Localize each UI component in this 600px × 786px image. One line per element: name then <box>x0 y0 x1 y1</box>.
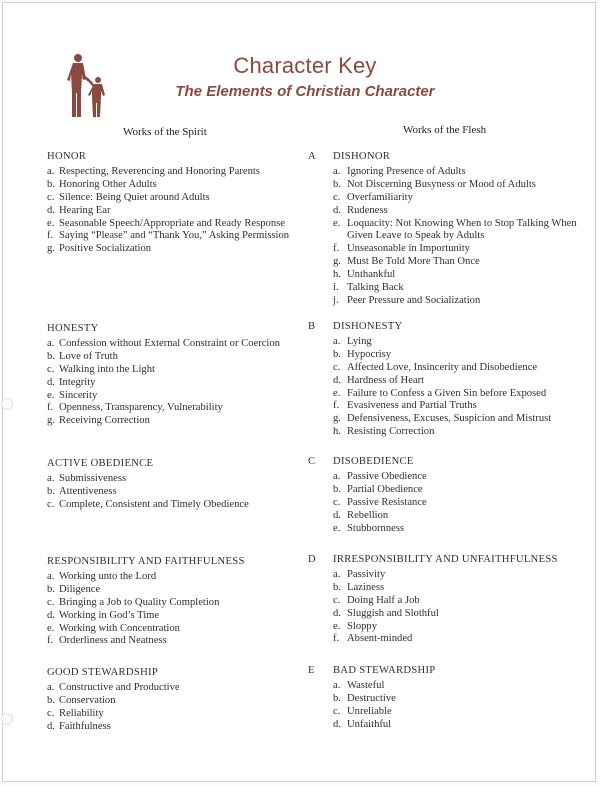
section-heading: GOOD STEWARDSHIP <box>47 667 159 678</box>
section-letter: C <box>308 456 316 467</box>
item-letter: b. <box>47 178 55 190</box>
list-item <box>47 597 305 610</box>
list-item <box>333 349 583 362</box>
item-text: Positive Socialization <box>59 243 152 255</box>
list-item <box>333 706 583 719</box>
item-letter: b. <box>47 350 55 362</box>
item-text: Peer Pressure and Socialization <box>347 294 481 306</box>
item-letter: c. <box>47 498 55 510</box>
list-item <box>333 218 583 244</box>
trait-list <box>47 571 305 648</box>
section-heading: DISHONOR <box>333 151 391 162</box>
item-text: Faithfulness <box>59 720 111 732</box>
flesh-section <box>333 554 583 646</box>
list-item <box>333 693 583 706</box>
list-item <box>333 510 583 523</box>
item-letter: a. <box>333 335 341 347</box>
list-item <box>333 362 583 375</box>
list-item <box>333 166 583 179</box>
list-item <box>333 621 583 634</box>
item-text: Passive Resistance <box>347 496 427 508</box>
item-text: Hypocrisy <box>347 348 392 360</box>
list-item <box>47 243 305 256</box>
item-text: Partial Obedience <box>347 483 423 495</box>
item-letter: e. <box>333 387 341 399</box>
item-letter: g. <box>333 256 341 268</box>
item-text: Wasteful <box>347 679 385 691</box>
item-text: Rudeness <box>347 204 388 216</box>
item-letter: f. <box>333 400 340 412</box>
item-text: Love of Truth <box>59 350 118 362</box>
item-letter: d. <box>333 718 341 730</box>
item-letter: f. <box>47 402 54 414</box>
item-letter: e. <box>47 389 55 401</box>
section-heading: RESPONSIBILITY AND FAITHFULNESS <box>47 556 245 567</box>
item-text: Resisting Correction <box>347 426 435 438</box>
item-text: Hardness of Heart <box>347 374 425 386</box>
item-text: Openness, Transparency, Vulnerability <box>59 402 223 414</box>
item-letter: c. <box>47 596 55 608</box>
item-letter: a. <box>47 681 55 693</box>
item-letter: d. <box>333 204 341 216</box>
item-text: Rebellion <box>347 509 389 521</box>
item-letter: c. <box>333 496 341 508</box>
list-item <box>333 523 583 536</box>
item-text: Passive Obedience <box>347 470 427 482</box>
item-text: Honoring Other Adults <box>59 178 157 190</box>
list-item <box>333 719 583 732</box>
item-letter: c. <box>333 705 341 717</box>
list-item <box>47 192 305 205</box>
list-item <box>47 473 305 486</box>
item-letter: a. <box>47 570 55 582</box>
item-letter: f. <box>47 635 54 647</box>
item-text: Silence: Being Quiet around Adults <box>59 191 210 203</box>
item-letter: c. <box>47 191 55 203</box>
list-item <box>47 610 305 623</box>
item-text: Loquacity: Not Knowing When to Stop Talking When Given Leave to Speak by Adults <box>347 217 577 242</box>
binder-hole <box>1 713 13 725</box>
item-letter: a. <box>333 568 341 580</box>
document-page <box>2 2 596 782</box>
list-item <box>333 269 583 282</box>
item-letter: d. <box>47 720 55 732</box>
item-text: Confession without External Constraint or Coercion <box>59 337 280 349</box>
section-heading: IRRESPONSIBILITY AND UNFAITHFULNESS <box>333 554 558 565</box>
item-text: Working in God’s Time <box>59 609 160 621</box>
list-item <box>47 623 305 636</box>
list-item <box>47 390 305 403</box>
item-text: Conservation <box>59 694 116 706</box>
item-letter: b. <box>333 692 341 704</box>
binder-hole <box>1 398 13 410</box>
item-letter: g. <box>47 243 55 255</box>
flesh-section <box>333 321 583 439</box>
item-text: Bringing a Job to Quality Completion <box>59 596 220 608</box>
list-item <box>47 364 305 377</box>
list-item <box>47 635 305 648</box>
item-letter: f. <box>47 230 54 242</box>
item-letter: g. <box>47 415 55 427</box>
item-text: Must Be Told More Than Once <box>347 256 480 268</box>
item-letter: e. <box>333 620 341 632</box>
section-heading: ACTIVE OBEDIENCE <box>47 458 154 469</box>
trait-list <box>333 166 583 308</box>
item-text: Evasiveness and Partial Truths <box>347 400 477 412</box>
item-letter: d. <box>333 509 341 521</box>
list-item <box>333 282 583 295</box>
spirit-section <box>47 667 305 734</box>
item-text: Overfamiliarity <box>347 191 413 203</box>
list-item <box>333 205 583 218</box>
item-letter: a. <box>47 165 55 177</box>
list-item <box>333 413 583 426</box>
item-text: Orderliness and Neatness <box>59 635 167 647</box>
item-text: Sluggish and Slothful <box>347 607 439 619</box>
section-letter: D <box>308 554 316 565</box>
list-item <box>333 400 583 413</box>
item-text: Receiving Correction <box>59 415 150 427</box>
item-letter: e. <box>333 522 341 534</box>
flesh-section <box>333 456 583 535</box>
item-letter: g. <box>333 413 341 425</box>
list-item <box>47 205 305 218</box>
item-letter: h. <box>333 426 341 438</box>
item-text: Constructive and Productive <box>59 681 180 693</box>
item-text: Unthankful <box>347 269 396 281</box>
column-heading-flesh: Works of the Flesh <box>403 124 487 136</box>
item-letter: d. <box>333 374 341 386</box>
list-item <box>333 595 583 608</box>
item-letter: d. <box>47 376 55 388</box>
item-text: Destructive <box>347 692 396 704</box>
trait-list <box>47 473 305 512</box>
list-item <box>47 402 305 415</box>
item-letter: d. <box>47 204 55 216</box>
list-item <box>333 471 583 484</box>
list-item <box>333 295 583 308</box>
trait-list <box>333 680 583 732</box>
item-letter: b. <box>47 485 55 497</box>
item-letter: j. <box>333 294 339 306</box>
item-text: Talking Back <box>347 282 404 294</box>
list-item <box>333 484 583 497</box>
list-item <box>333 388 583 401</box>
item-letter: d. <box>333 607 341 619</box>
item-letter: c. <box>333 191 341 203</box>
spirit-section <box>47 458 305 512</box>
section-heading: HONOR <box>47 151 87 162</box>
list-item <box>47 571 305 584</box>
item-text: Lying <box>347 335 372 347</box>
list-item <box>333 608 583 621</box>
list-item <box>47 338 305 351</box>
list-item <box>47 721 305 734</box>
spirit-section <box>47 323 305 428</box>
item-letter: b. <box>47 583 55 595</box>
item-letter: b. <box>333 581 341 593</box>
item-letter: e. <box>47 217 55 229</box>
item-letter: c. <box>47 707 55 719</box>
page-subtitle: The Elements of Christian Character <box>175 83 435 100</box>
flesh-section <box>333 151 583 308</box>
section-heading: DISHONESTY <box>333 321 403 332</box>
item-letter: f. <box>333 243 340 255</box>
item-text: Sincerity <box>59 389 98 401</box>
trait-list <box>47 682 305 734</box>
item-text: Failure to Confess a Given Sin before Exposed <box>347 387 547 399</box>
item-text: Diligence <box>59 583 101 595</box>
list-item <box>333 243 583 256</box>
list-item <box>47 695 305 708</box>
section-letter: B <box>308 321 316 332</box>
item-letter: b. <box>333 483 341 495</box>
item-letter: b. <box>333 348 341 360</box>
item-letter: a. <box>333 679 341 691</box>
trait-list <box>333 336 583 439</box>
section-letter: A <box>308 151 316 162</box>
spirit-section <box>47 151 305 256</box>
item-text: Submissiveness <box>59 472 127 484</box>
item-letter: c. <box>333 361 341 373</box>
item-text: Integrity <box>59 376 96 388</box>
item-text: Complete, Consistent and Timely Obedience <box>59 498 249 510</box>
list-item <box>47 351 305 364</box>
trait-list <box>333 569 583 646</box>
item-text: Not Discerning Busyness or Mood of Adults <box>347 178 536 190</box>
item-text: Stubbornness <box>347 522 405 534</box>
item-text: Passivity <box>347 568 386 580</box>
section-heading: BAD STEWARDSHIP <box>333 665 436 676</box>
item-letter: b. <box>333 178 341 190</box>
list-item <box>333 375 583 388</box>
item-letter: a. <box>333 470 341 482</box>
item-letter: a. <box>47 472 55 484</box>
list-item <box>333 426 583 439</box>
list-item <box>47 230 305 243</box>
item-text: Respecting, Reverencing and Honoring Parents <box>59 165 260 177</box>
item-letter: d. <box>47 609 55 621</box>
item-text: Attentiveness <box>59 485 117 497</box>
trait-list <box>47 338 305 428</box>
item-text: Reliability <box>59 707 104 719</box>
item-text: Unseasonable in Importunity <box>347 243 470 255</box>
list-item <box>47 708 305 721</box>
list-item <box>47 179 305 192</box>
section-letter: E <box>308 665 315 676</box>
item-text: Absent-minded <box>347 633 413 645</box>
spirit-section <box>47 556 305 648</box>
list-item <box>47 486 305 499</box>
item-letter: c. <box>333 594 341 606</box>
list-item <box>47 682 305 695</box>
trait-list <box>47 166 305 256</box>
item-text: Affected Love, Insincerity and Disobedience <box>347 361 538 373</box>
section-heading: DISOBEDIENCE <box>333 456 414 467</box>
item-text: Working unto the Lord <box>59 570 157 582</box>
list-item <box>333 633 583 646</box>
list-item <box>333 192 583 205</box>
item-letter: a. <box>333 165 341 177</box>
item-letter: a. <box>47 337 55 349</box>
item-text: Unfaithful <box>347 718 392 730</box>
item-letter: i. <box>333 282 339 294</box>
trait-list <box>333 471 583 536</box>
list-item <box>47 499 305 512</box>
item-text: Saying “Please” and “Thank You,” Asking Permission <box>59 230 290 242</box>
column-heading-spirit: Works of the Spirit <box>123 126 207 138</box>
item-text: Unreliable <box>347 705 392 717</box>
list-item <box>333 569 583 582</box>
list-item <box>47 218 305 231</box>
flesh-section <box>333 665 583 732</box>
item-text: Seasonable Speech/Appropriate and Ready Response <box>59 217 285 229</box>
item-text: Walking into the Light <box>59 363 155 375</box>
item-text: Doing Half a Job <box>347 594 420 606</box>
list-item <box>333 179 583 192</box>
item-letter: e. <box>47 622 55 634</box>
list-item <box>333 497 583 510</box>
list-item <box>47 377 305 390</box>
list-item <box>47 584 305 597</box>
item-text: Ignoring Presence of Adults <box>347 165 466 177</box>
item-letter: h. <box>333 269 341 281</box>
item-letter: e. <box>333 217 341 229</box>
item-letter: b. <box>47 694 55 706</box>
item-text: Working with Concentration <box>59 622 180 634</box>
list-item <box>333 680 583 693</box>
item-text: Sloppy <box>347 620 378 632</box>
list-item <box>47 415 305 428</box>
list-item <box>47 166 305 179</box>
list-item <box>333 336 583 349</box>
item-letter: c. <box>47 363 55 375</box>
item-text: Laziness <box>347 581 385 593</box>
page-title: Character Key <box>233 53 377 78</box>
section-heading: HONESTY <box>47 323 99 334</box>
item-text: Hearing Ear <box>59 204 111 216</box>
list-item <box>333 256 583 269</box>
item-text: Defensiveness, Excuses, Suspicion and Mistrust <box>347 413 552 425</box>
item-letter: f. <box>333 633 340 645</box>
list-item <box>333 582 583 595</box>
